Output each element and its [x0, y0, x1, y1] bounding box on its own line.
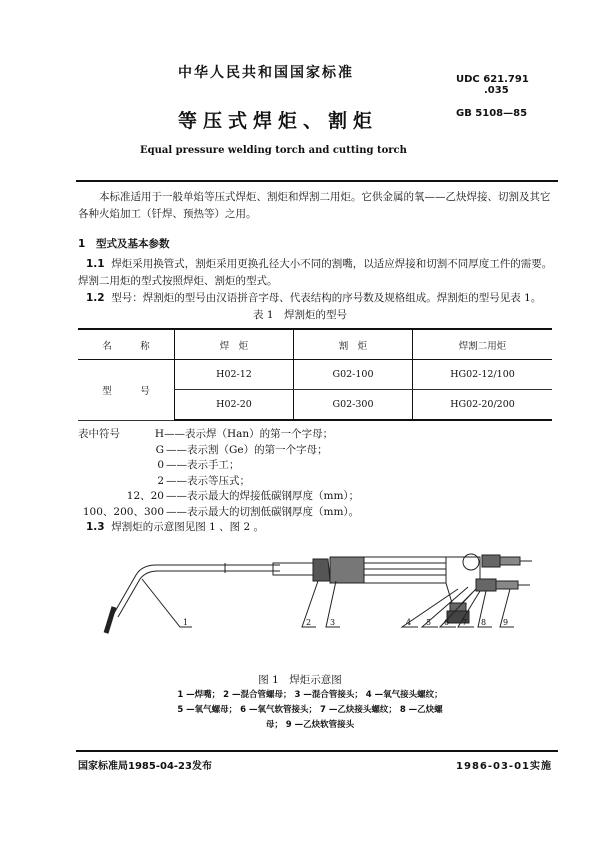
cell-cutting-model: G02-100 — [294, 360, 413, 390]
scope-paragraph: 本标准适用于一般单焰等压式焊炬、割炬和焊割二用炬。它供金属的氧——乙炔焊接、切割及其它各种火焰加工（钎焊、预热等）之用。 — [78, 191, 551, 220]
clause-text: 焊割炬的示意图见图 1 、图 2 。 — [111, 521, 265, 533]
cell-welding-model: H02-12 — [175, 360, 294, 390]
figure-note-line: 母； 9 —乙炔软管接头 — [265, 720, 355, 730]
header-divider — [76, 180, 558, 182]
legend-text: ——表示最大的切割低碳钢厚度（mm）。 — [166, 505, 360, 518]
callout-6: 6 — [444, 618, 450, 627]
footer-divider — [76, 750, 558, 752]
callout-5: 5 — [426, 618, 432, 627]
legend-key: H — [154, 428, 164, 440]
legend-key: 0 — [157, 459, 164, 471]
udc-line-2: .035 — [484, 85, 509, 96]
section-1-heading — [78, 236, 170, 251]
figure-note-line: 1 —焊嘴； 2 —混合管螺母； 3 —混合管接头； 4 —氧气接头螺纹； — [177, 690, 443, 700]
clause-number: 1.3 — [86, 521, 105, 533]
legend-text: ——表示焊（Han）的第一个字母； — [164, 428, 334, 440]
legend-text: ——表示等压式； — [166, 474, 250, 487]
nozzle-tip-icon — [106, 607, 114, 633]
clause-1-3 — [78, 520, 359, 536]
udc-code — [456, 74, 529, 96]
header-cutting-torch: 割 炬 — [294, 329, 413, 360]
effective-date: 1986-03-01实施 — [456, 761, 552, 772]
table-1-caption: 表 1 焊割炬的型号 — [252, 309, 348, 321]
udc-line-1: UDC 621.791 — [456, 74, 529, 85]
clause-1-1 — [78, 256, 556, 290]
cell-dual-model: HG02-20/200 — [413, 390, 553, 421]
callout-3: 3 — [330, 618, 336, 627]
cell-welding-model: H02-20 — [175, 390, 294, 421]
legend-text: ——表示割（Ge）的第一个字母； — [166, 443, 328, 456]
welding-torch-diagram — [80, 545, 540, 655]
clause-text: 型号：焊割炬的型号由汉语拼音字母、代表结构的序号数及规格组成。焊割炬的型号见表 1。 — [111, 292, 542, 304]
document-title-english: Equal pressure welding torch and cutting torch — [140, 145, 407, 156]
legend-row — [78, 505, 359, 521]
callout-1: 1 — [183, 618, 189, 627]
issuing-body-heading: 中华人民共和国国家标准 — [178, 65, 354, 81]
legend-row — [78, 474, 359, 490]
header-name: 名 称 — [78, 329, 175, 360]
legend-row — [78, 427, 359, 443]
figure-1-caption: 图 1 焊炬示意图 — [258, 674, 342, 686]
section-title: 型式及基本参数 — [96, 238, 170, 250]
clause-number: 1.2 — [86, 292, 105, 304]
issue-date: 国家标准局1985-04-23发布 — [78, 761, 212, 772]
callout-9: 9 — [503, 618, 509, 627]
callout-4: 4 — [406, 618, 412, 627]
figure-1-notes — [150, 688, 470, 733]
legend-key: 2 — [157, 474, 164, 487]
legend-row — [78, 489, 359, 505]
table-row — [78, 360, 552, 390]
legend-prefix: 表中符号 — [78, 428, 120, 440]
clause-1-2 — [78, 290, 556, 307]
callout-2: 2 — [306, 618, 312, 627]
legend-row — [78, 458, 359, 474]
legend-key: 100、200、300 — [82, 505, 164, 518]
legend-key: G — [155, 443, 164, 456]
legend-text: ——表示最大的焊接低碳钢厚度（mm）； — [166, 490, 360, 502]
callout-7: 7 — [462, 618, 468, 627]
clause-number: 1.1 — [86, 258, 105, 270]
callout-8: 8 — [481, 618, 487, 627]
section-number: 1 — [78, 238, 86, 250]
clause-text: 焊炬采用换管式，割炬采用更换孔径大小不同的割嘴，以适应焊接和切割不同厚度工件的需要。焊割二用炬的型式按照焊炬、割炬的型式。 — [78, 258, 553, 287]
figure-note-line: 5 —氧气螺母； 6 —氧气软管接头； 7 —乙炔接头螺纹； 8 —乙炔螺 — [177, 705, 443, 715]
header-dual-torch: 焊割二用炬 — [413, 329, 553, 360]
symbol-legend — [78, 427, 359, 536]
standard-number: GB 5108—85 — [456, 108, 528, 119]
table-header-row — [78, 329, 552, 360]
header-welding-torch: 焊 炬 — [175, 329, 294, 360]
legend-row — [78, 443, 359, 459]
legend-key: 12、20 — [126, 490, 164, 502]
cell-cutting-model: G02-300 — [294, 390, 413, 421]
document-title: 等压式焊炬、割炬 — [178, 110, 379, 132]
table-1-models — [78, 328, 552, 421]
legend-text: ——表示手工； — [166, 459, 240, 471]
cell-dual-model: HG02-12/100 — [413, 360, 553, 390]
row-label-model: 型 号 — [78, 360, 175, 421]
